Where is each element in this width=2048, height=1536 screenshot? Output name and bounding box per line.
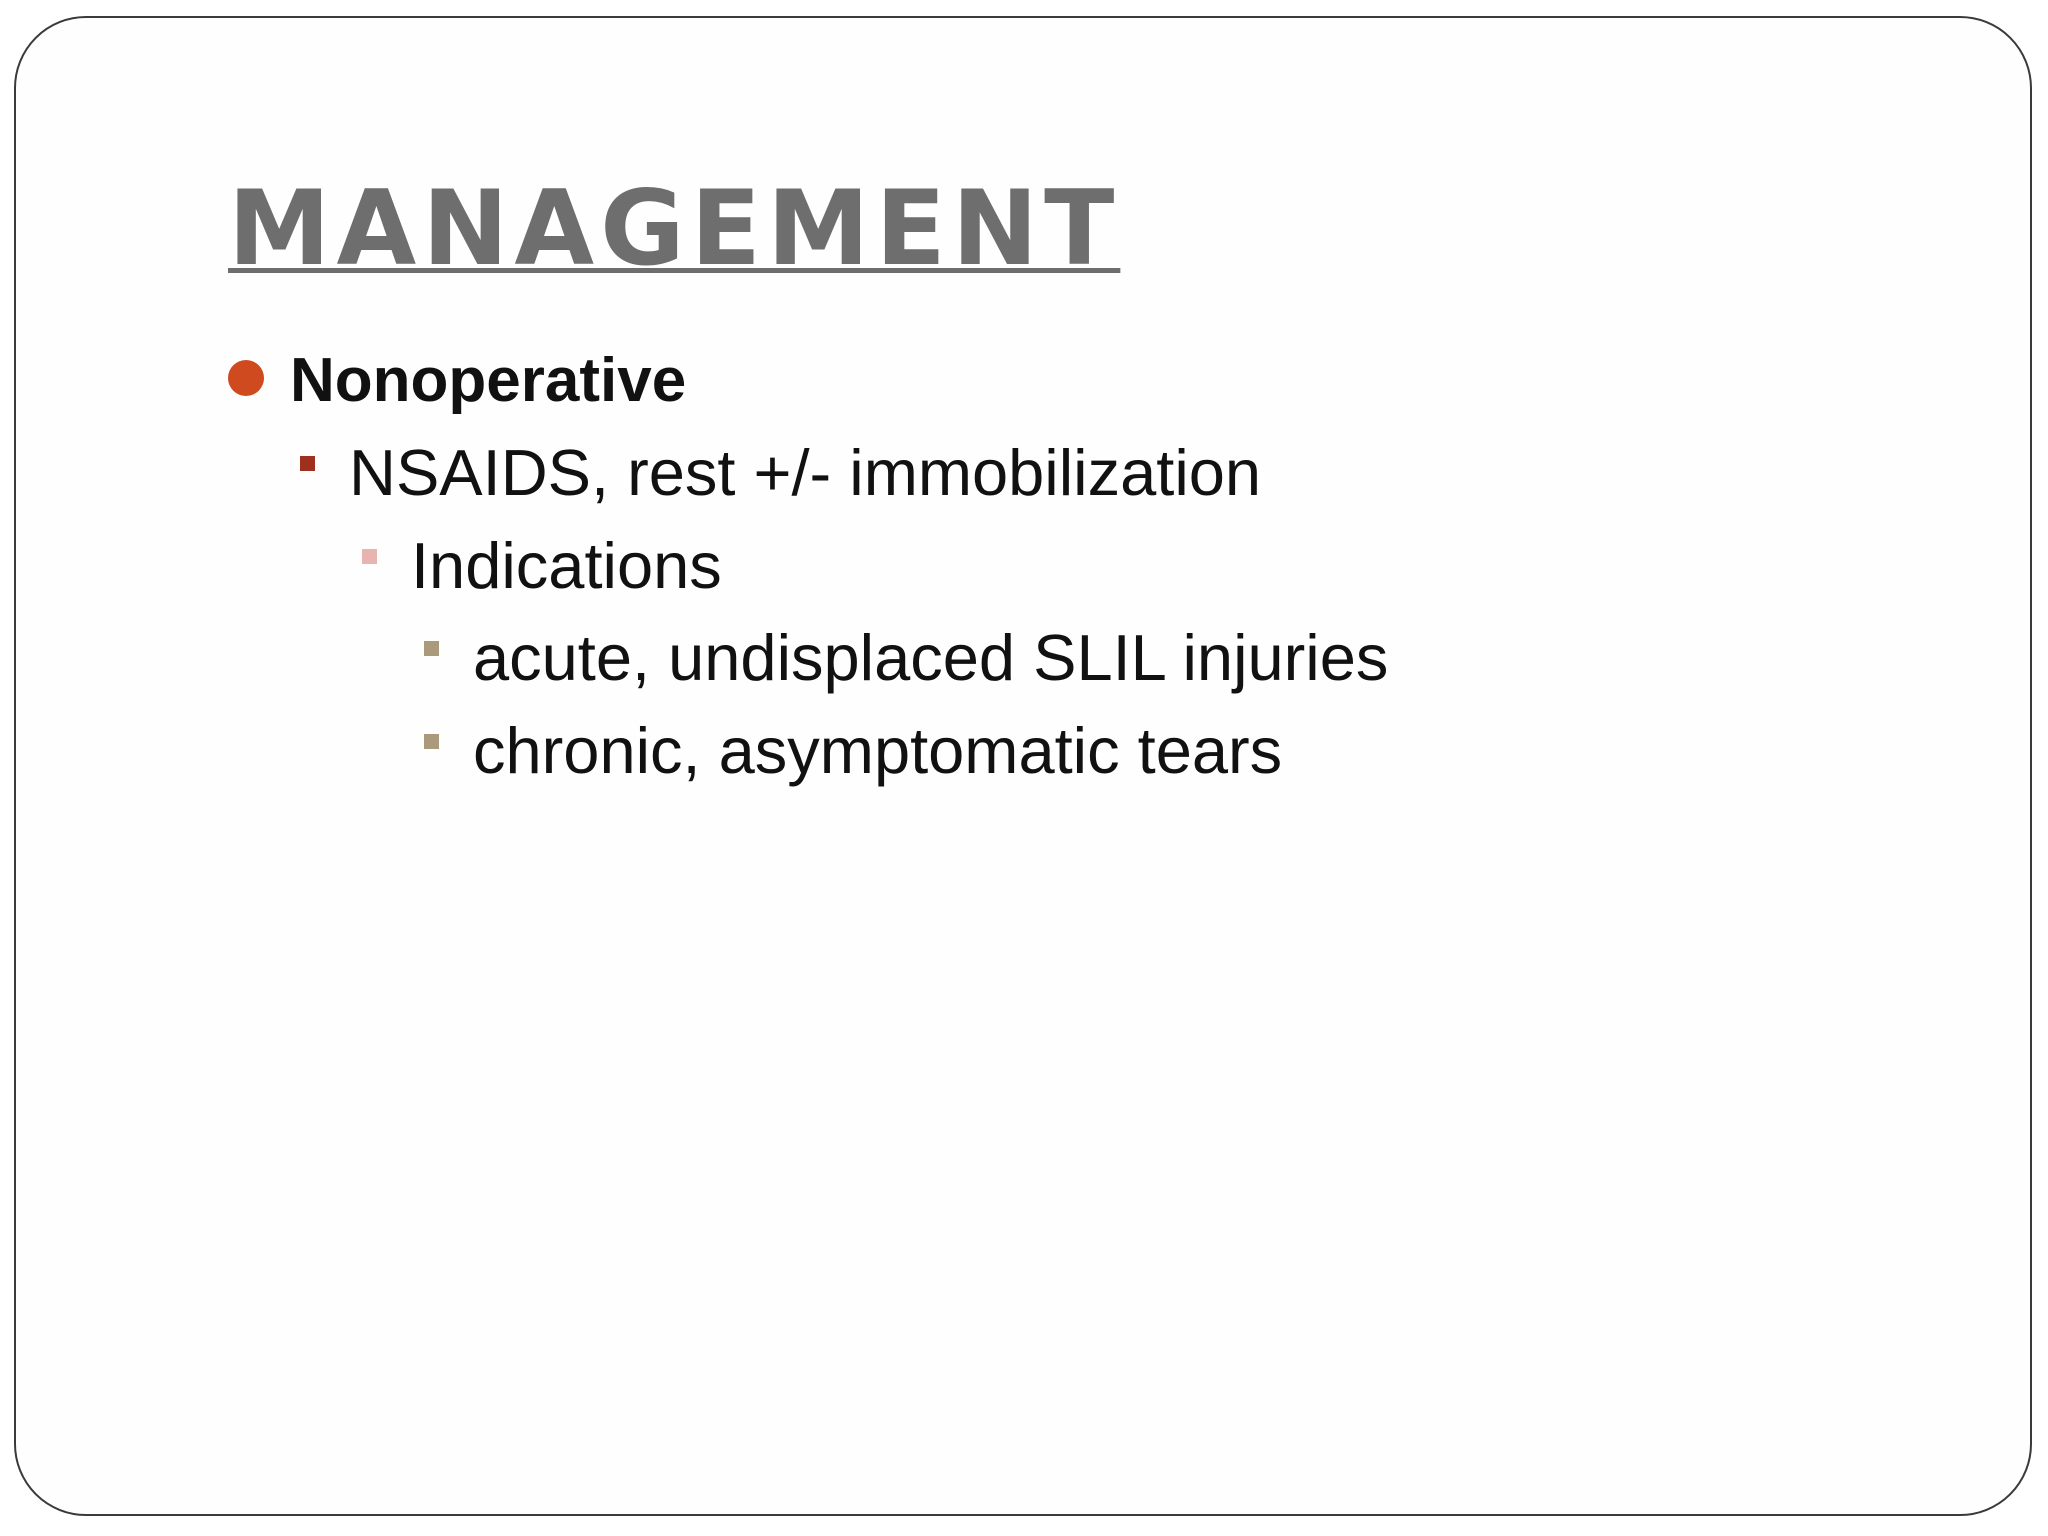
slide-title: MANAGEMENT [228, 169, 1121, 289]
bullet-text: Indications [411, 529, 722, 602]
bullet-text: Nonoperative [290, 346, 687, 415]
bullet-level4-acute [424, 621, 1389, 694]
bullet-text: acute, undisplaced SLIL injuries [473, 621, 1389, 694]
square-bullet-icon [300, 456, 315, 471]
bullet-level4-chronic [424, 714, 1283, 787]
square-bullet-icon [424, 641, 439, 656]
bullet-level2-nsaids [300, 436, 1262, 509]
circle-bullet-icon [228, 360, 264, 396]
bullet-text: chronic, asymptomatic tears [473, 714, 1283, 787]
bullet-text: NSAIDS, rest +/- immobilization [349, 436, 1262, 509]
square-bullet-icon [424, 734, 439, 749]
bullet-level3-indications [362, 529, 722, 602]
square-bullet-icon [362, 549, 377, 564]
bullet-level1-nonoperative [228, 346, 687, 415]
